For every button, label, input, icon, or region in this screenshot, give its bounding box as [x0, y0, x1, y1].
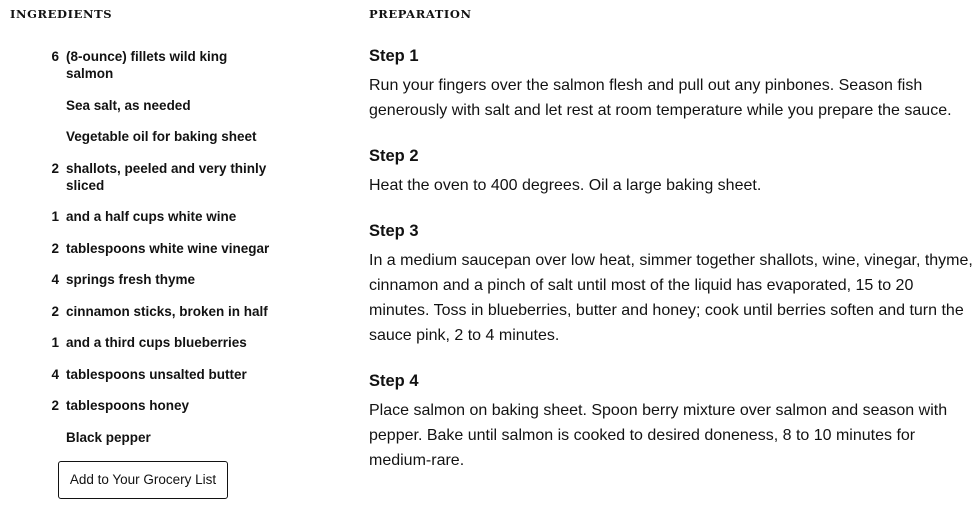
- step-text: Place salmon on baking sheet. Spoon berry mixture over salmon and season with pepper. Bake until salmon is cooked to desired doneness, 8 to 10 minutes for medium-rare.: [369, 402, 948, 469]
- ingredient-quantity: 2: [51, 398, 59, 413]
- ingredient-name: and a third cups blueberries: [66, 335, 247, 350]
- ingredients-heading: INGREDIENTS: [10, 7, 113, 21]
- ingredient-item: [10, 128, 310, 160]
- ingredient-name: springs fresh thyme: [66, 272, 196, 287]
- ingredient-quantity: 6: [51, 49, 59, 64]
- ingredient-list: [10, 48, 310, 460]
- ingredient-name: Vegetable oil for baking sheet: [66, 129, 257, 144]
- ingredient-name: Sea salt, as needed: [66, 97, 191, 113]
- step-title: Step 1: [369, 47, 419, 65]
- ingredient-quantity: [10, 128, 66, 145]
- step-2: [369, 145, 974, 220]
- ingredient-quantity: 4: [51, 366, 59, 382]
- ingredient-name: Black pepper: [66, 429, 151, 445]
- ingredient-name: tablespoons unsalted butter: [66, 366, 247, 382]
- ingredient-quantity: 4: [51, 272, 59, 287]
- preparation-heading: PREPARATION: [369, 7, 472, 21]
- ingredient-name: (8-ounce) fillets wild king salmon: [66, 49, 228, 81]
- ingredient-item: [10, 429, 310, 461]
- step-title: Step 4: [369, 372, 419, 390]
- ingredient-item: [10, 208, 310, 240]
- ingredient-quantity: [10, 97, 66, 114]
- ingredient-item: [10, 397, 310, 429]
- ingredient-quantity: [10, 429, 66, 446]
- ingredient-name: cinnamon sticks, broken in half: [66, 303, 268, 319]
- step-text: In a medium saucepan over low heat, simmer together shallots, wine, vinegar, thyme, cinnamon and a pinch of salt until most of the liquid has evaporated, 15 to 20 minutes. Toss in blueberries, butter and honey; cook until berries soften and turn the sauce pink, 2 to 4 minutes.: [369, 252, 973, 344]
- ingredient-item: [10, 366, 310, 398]
- ingredient-item: [10, 303, 310, 335]
- step-1: [369, 45, 974, 145]
- step-4: [369, 370, 974, 495]
- ingredient-name: tablespoons white wine vinegar: [66, 240, 270, 256]
- add-to-grocery-list-button[interactable]: Add to Your Grocery List: [58, 461, 228, 499]
- ingredient-name: tablespoons honey: [66, 398, 190, 413]
- ingredient-quantity: 2: [51, 160, 59, 176]
- ingredient-quantity: 2: [51, 303, 59, 319]
- step-3: [369, 220, 974, 370]
- ingredient-name: and a half cups white wine: [66, 209, 237, 224]
- step-list: [369, 45, 974, 495]
- ingredient-item: [10, 240, 310, 272]
- step-title: Step 2: [369, 147, 419, 165]
- ingredient-item: [10, 97, 310, 129]
- ingredient-item: [10, 271, 310, 303]
- ingredient-item: [10, 334, 310, 366]
- ingredient-name: shallots, peeled and very thinly sliced: [66, 160, 267, 193]
- ingredient-quantity: 1: [51, 335, 59, 350]
- step-text: Run your fingers over the salmon flesh and pull out any pinbones. Season fish generously with salt and let rest at room temperature while you prepare the sauce.: [369, 77, 952, 119]
- ingredient-item: [10, 48, 310, 97]
- step-text: Heat the oven to 400 degrees. Oil a large baking sheet.: [369, 177, 762, 194]
- step-title: Step 3: [369, 222, 419, 240]
- ingredient-quantity: 1: [51, 209, 59, 224]
- ingredient-quantity: 2: [51, 240, 59, 256]
- ingredient-item: [10, 160, 310, 209]
